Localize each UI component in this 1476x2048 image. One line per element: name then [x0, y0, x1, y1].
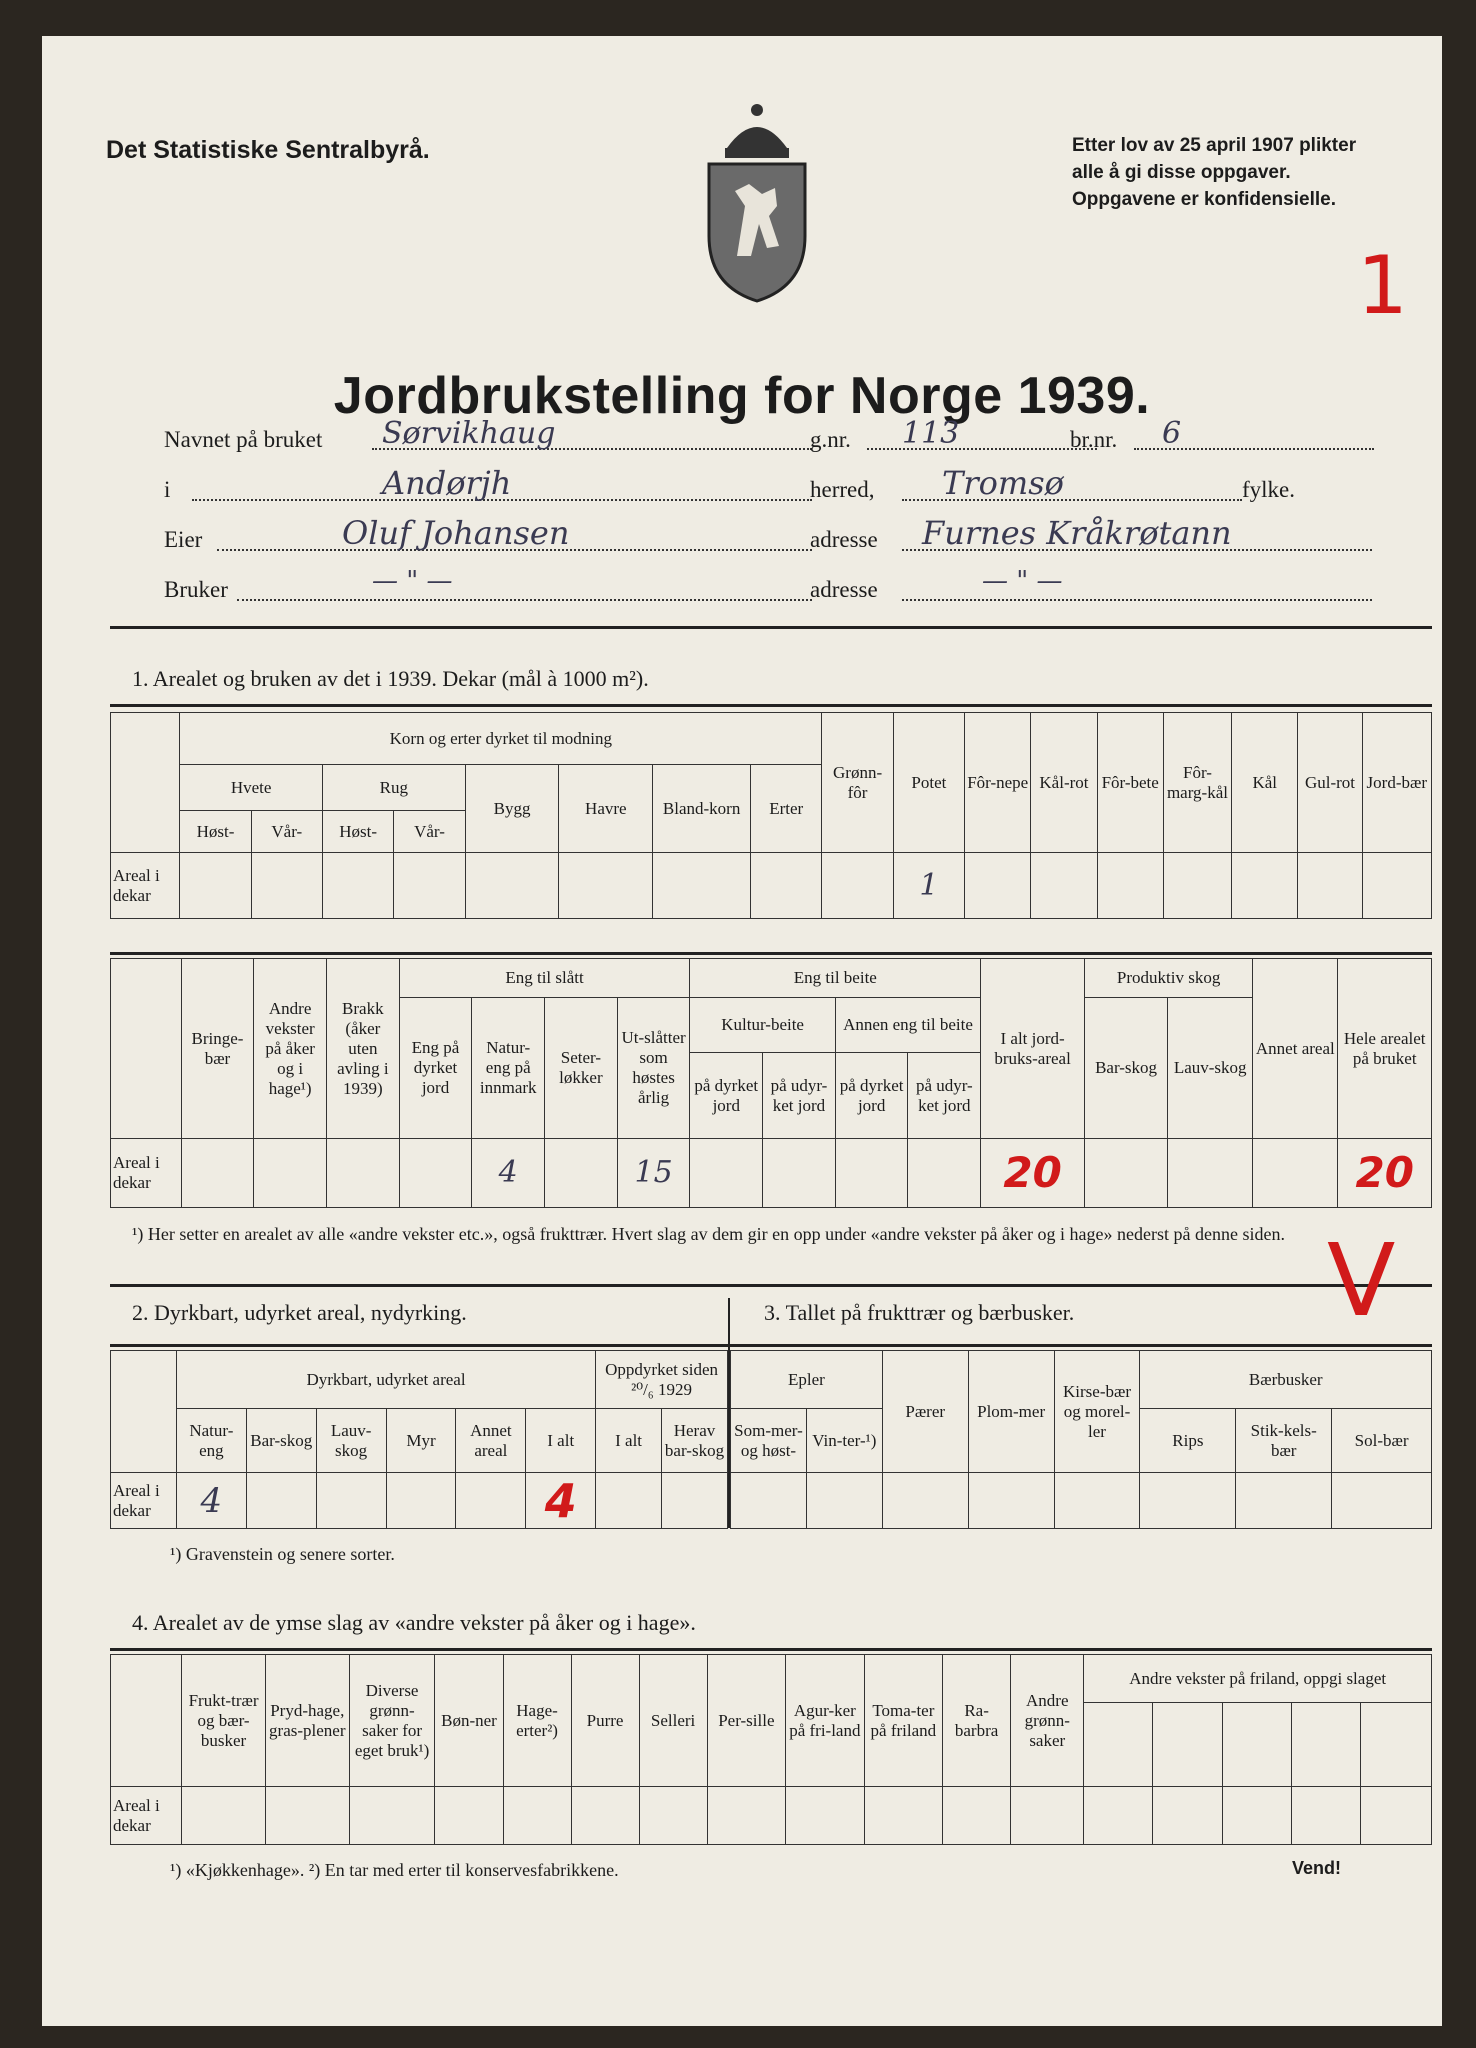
- col-hageerter: Hage-erter²): [503, 1655, 571, 1787]
- bruker-label: Bruker: [164, 577, 228, 602]
- col-agurker: Agur-ker på fri-land: [786, 1655, 865, 1787]
- col-sommer: Som-mer-og høst-: [731, 1409, 807, 1473]
- bruk-value: Sørvikhaug: [382, 416, 556, 451]
- col-bonner: Bøn-ner: [435, 1655, 503, 1787]
- col-persille: Per-sille: [707, 1655, 786, 1787]
- gnr-label: g.nr.: [810, 427, 851, 452]
- col-bygg: Bygg: [465, 765, 559, 853]
- col-hele-arealet: Hele arealet på bruket: [1338, 959, 1432, 1139]
- herred-value: Tromsø: [942, 464, 1064, 502]
- col-prydhage: Pryd-hage, gras-plener: [265, 1655, 349, 1787]
- col-annet-areal: Annet areal: [1253, 959, 1338, 1139]
- kultur-pa-dyrket: på dyrket jord: [690, 1053, 763, 1139]
- col-diverse: Diverse grønn-saker for eget bruk¹): [349, 1655, 435, 1787]
- table-2: [110, 1350, 728, 1529]
- row-label-areal: Areal i dekar: [111, 1139, 182, 1208]
- vend-label: Vend!: [1292, 1858, 1342, 1878]
- table-3: [730, 1350, 1432, 1529]
- row-label-areal: Areal i dekar: [111, 1473, 177, 1529]
- col-selleri: Selleri: [639, 1655, 707, 1787]
- section-1-heading: 1. Arealet og bruken av det i 1939. Dekar (mål à 1000 m²).: [132, 666, 649, 691]
- col-barskog: Bar-skog: [246, 1409, 316, 1473]
- section-4-footnote: ¹) «Kjøkkenhage». ²) En tar med erter til konservesfabrikkene.: [170, 1860, 619, 1880]
- i-value: Andørjh: [382, 464, 512, 502]
- annen-pa-udyrket: på udyr-ket jord: [908, 1053, 981, 1139]
- col-natureng: Natur-eng på innmark: [472, 997, 545, 1139]
- bruker-adresse-value: — " —: [982, 566, 1063, 596]
- col-kal: Kål: [1232, 713, 1298, 853]
- col-vinter: Vin-ter-¹): [806, 1409, 882, 1473]
- herred-label: herred,: [810, 477, 875, 502]
- bruker-adresse-label: adresse: [810, 577, 878, 602]
- col-i-alt: I alt jord-bruks-areal: [981, 959, 1085, 1139]
- eier-adresse-value: Furnes Kråkrøtann: [922, 514, 1232, 552]
- col-erter: Erter: [751, 765, 822, 853]
- potet-value: 1: [893, 853, 964, 919]
- col-rips: Rips: [1140, 1409, 1236, 1473]
- table-1a: [110, 712, 1432, 919]
- law-line-2: alle å gi disse oppgaver.: [1072, 162, 1291, 183]
- form-title: Jordbrukstelling for Norge 1939.: [333, 367, 1151, 425]
- margin-mark-v: V: [1327, 1222, 1396, 1339]
- dyrkbart-header: Dyrkbart, udyrket areal: [176, 1351, 595, 1409]
- col-havre: Havre: [559, 765, 653, 853]
- col-lauvskog: Lauv-skog: [1168, 997, 1253, 1139]
- col-tomater: Toma-ter på friland: [864, 1655, 943, 1787]
- col-blandkorn: Bland-korn: [653, 765, 751, 853]
- col-i-alt: I alt: [526, 1409, 596, 1473]
- col-gulrot: Gul-rot: [1298, 713, 1362, 853]
- col-herav-barskog: Herav bar-skog: [662, 1409, 728, 1473]
- korn-header: Korn og erter dyrket til modning: [180, 713, 822, 765]
- col-andre-gronnsaker: Andre grønn-saker: [1011, 1655, 1084, 1787]
- row-label-areal: Areal i dekar: [111, 1787, 182, 1845]
- col-jordbaer: Jord-bær: [1362, 713, 1431, 853]
- col-fornepe: Fôr-nepe: [965, 713, 1031, 853]
- epler-header: Epler: [731, 1351, 883, 1409]
- census-form-page: [42, 36, 1442, 2026]
- table-4: [110, 1654, 1432, 1845]
- col-gronnfor: Grønn-fôr: [822, 713, 893, 853]
- section-4-heading: 4. Arealet av de ymse slag av «andre vekster på åker og i hage».: [132, 1610, 696, 1635]
- annen-eng-header: Annen eng til beite: [835, 997, 980, 1053]
- hvete-host: Høst-: [180, 811, 251, 853]
- col-lauvskog: Lauv-skog: [316, 1409, 386, 1473]
- col-formargkal: Fôr-marg-kål: [1163, 713, 1231, 853]
- oppdyrket-header: Oppdyrket siden ²⁰/₆ 1929: [596, 1351, 728, 1409]
- col-kirsebaer: Kirse-bær og morel-ler: [1054, 1351, 1140, 1473]
- natureng-value: 4: [472, 1139, 545, 1208]
- prod-skog-header: Produktiv skog: [1085, 959, 1253, 998]
- col-utslatter: Ut-slåtter som høstes årlig: [617, 997, 690, 1139]
- utslatter-value: 15: [617, 1139, 690, 1208]
- col-oppdyrket-i-alt: I alt: [596, 1409, 662, 1473]
- coat-of-arms-icon: [687, 96, 827, 306]
- col-forbete: Fôr-bete: [1097, 713, 1163, 853]
- section-1-footnote: ¹) Her setter en arealet av alle «andre vekster etc.», også frukttrær. Hvert slag av dem gir en opp under «andre vekster på åker og i hage» nederst på denne siden.: [132, 1224, 1285, 1244]
- table-1b: [110, 958, 1432, 1208]
- i-alt-value: 4: [526, 1473, 596, 1529]
- andre-friland-header: Andre vekster på friland, oppgi slaget: [1084, 1655, 1432, 1703]
- col-natureng: Natur-eng: [176, 1409, 246, 1473]
- rug-host: Høst-: [322, 811, 393, 853]
- eier-adresse-label: adresse: [810, 527, 878, 552]
- brnr-value: 6: [1162, 416, 1182, 451]
- natureng-value: 4: [176, 1473, 246, 1529]
- col-solbaer: Sol-bær: [1332, 1409, 1432, 1473]
- rug-header: Rug: [322, 765, 465, 811]
- row-label-areal: Areal i dekar: [111, 853, 180, 919]
- kulturbeite-header: Kultur-beite: [690, 997, 835, 1053]
- col-potet: Potet: [893, 713, 964, 853]
- col-kalrot: Kål-rot: [1031, 713, 1097, 853]
- col-paerer: Pærer: [882, 1351, 968, 1473]
- fylke-label: fylke.: [1242, 477, 1296, 502]
- law-line-3: Oppgavene er konfidensielle.: [1072, 189, 1336, 210]
- baerbusker-header: Bærbusker: [1140, 1351, 1432, 1409]
- i-alt-value: 20: [981, 1139, 1085, 1208]
- col-plommer: Plom-mer: [968, 1351, 1054, 1473]
- col-stikkelsbaer: Stik-kels-bær: [1236, 1409, 1332, 1473]
- bruk-label: Navnet på bruket: [164, 427, 323, 452]
- section-2-footnote: ¹) Gravenstein og senere sorter.: [170, 1544, 395, 1564]
- col-bringebaer: Bringe-bær: [181, 959, 254, 1139]
- rug-var: Vår-: [394, 811, 465, 853]
- col-annet-areal: Annet areal: [456, 1409, 526, 1473]
- law-line-1: Etter lov av 25 april 1907 plikter: [1072, 135, 1357, 156]
- col-purre: Purre: [571, 1655, 639, 1787]
- agency-name: Det Statistiske Sentralbyrå.: [106, 136, 430, 164]
- eng-beite-header: Eng til beite: [690, 959, 981, 998]
- col-andre-vekster: Andre vekster på åker og i hage¹): [254, 959, 327, 1139]
- col-eng-dyrket: Eng på dyrket jord: [399, 997, 472, 1139]
- col-seterlokker: Seter-løkker: [545, 997, 618, 1139]
- eier-label: Eier: [164, 527, 203, 552]
- hele-value: 20: [1338, 1139, 1432, 1208]
- col-frukttraer: Frukt-trær og bær-busker: [182, 1655, 266, 1787]
- col-brakk: Brakk (åker uten avling i 1939): [326, 959, 399, 1139]
- col-myr: Myr: [386, 1409, 456, 1473]
- hvete-var: Vår-: [251, 811, 322, 853]
- section-2-heading: 2. Dyrkbart, udyrket areal, nydyrking.: [132, 1300, 467, 1325]
- hvete-header: Hvete: [180, 765, 323, 811]
- section-3-heading: 3. Tallet på frukttrær og bærbusker.: [764, 1300, 1075, 1325]
- kultur-pa-udyrket: på udyr-ket jord: [763, 1053, 836, 1139]
- i-label: i: [164, 477, 171, 502]
- gnr-value: 113: [902, 416, 960, 451]
- eng-slatt-header: Eng til slått: [399, 959, 690, 998]
- bruker-value: — " —: [372, 566, 453, 596]
- margin-mark-1: 1: [1357, 239, 1408, 332]
- col-rabarbra: Ra-barbra: [943, 1655, 1011, 1787]
- brnr-label: br.nr.: [1070, 427, 1118, 452]
- annen-pa-dyrket: på dyrket jord: [835, 1053, 908, 1139]
- law-notice: [1072, 132, 1412, 213]
- col-barskog: Bar-skog: [1085, 997, 1168, 1139]
- eier-value: Oluf Johansen: [342, 514, 570, 552]
